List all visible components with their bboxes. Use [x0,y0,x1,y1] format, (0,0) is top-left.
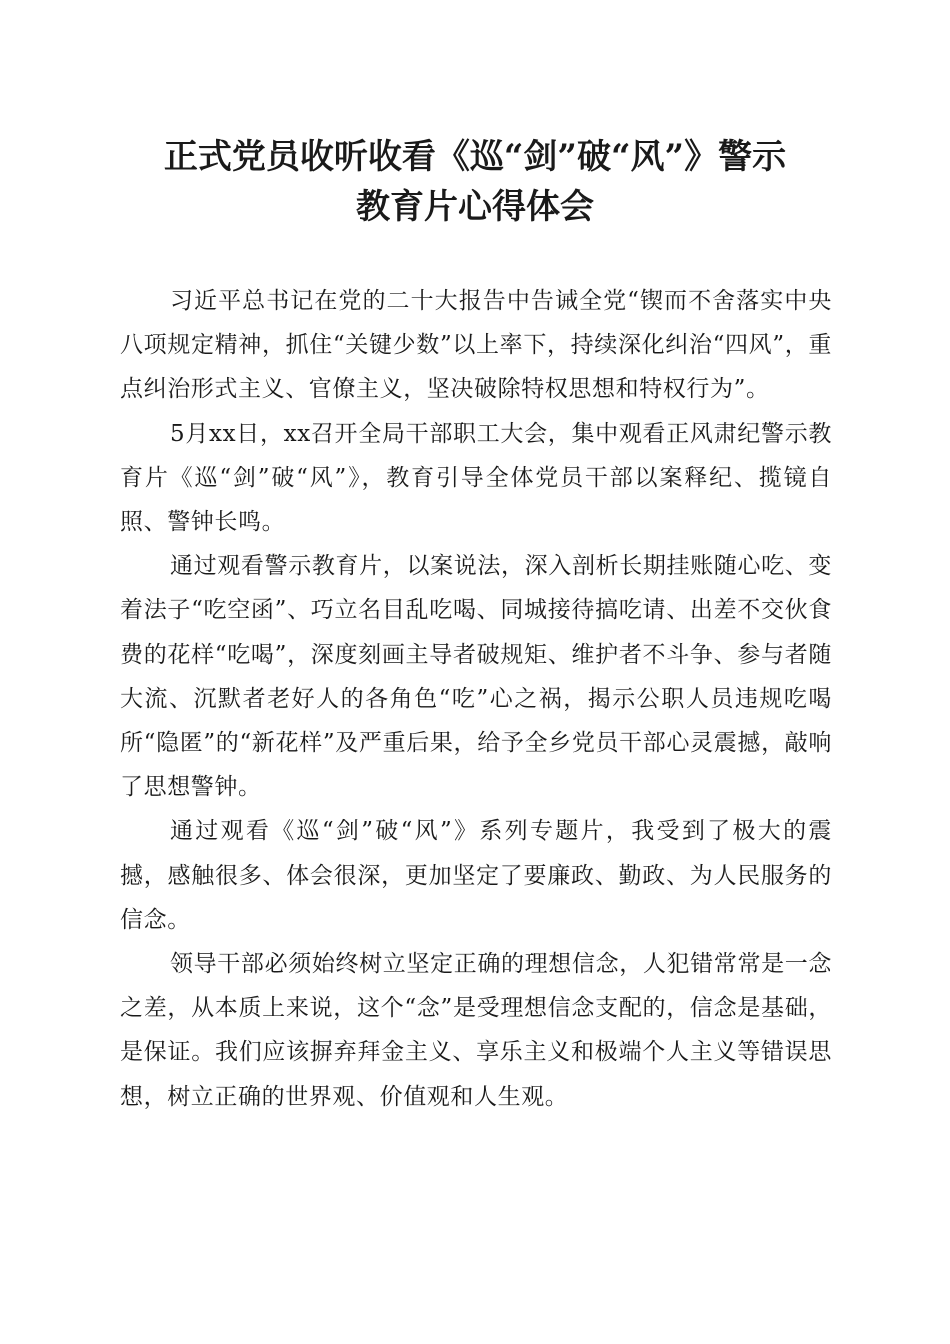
title-line-2: 教育片心得体会 [356,187,594,227]
paragraph: 5月xx日，xx召开全局干部职工大会，集中观看正风肃纪警示教育片《巡“剑”破“风”》，教育引导全体党员干部以案释纪、揽镜自照、警钟长鸣。 [120,420,832,536]
paragraph: 通过观看警示教育片，以案说法，深入剖析长期挂账随心吃、变着法子“吃空函”、巧立名目乱吃喝、同城接待搞吃请、出差不交伙食费的花样“吃喝”，深度刻画主导者破规矩、维护者不斗争、参与者随大流、沉默者老好人的各角色“吃”心之祸，揭示公职人员违规吃喝所“隐匿”的“新花样”及严重后果，给予全乡党员干部心灵震撼，敲响了思想警钟。 [120,553,832,801]
title-line-1: 正式党员收听收看《巡“剑”破“风”》警示 [163,137,787,177]
document-title [100,132,850,232]
paragraph: 习近平总书记在党的二十大报告中告诫全党“锲而不舍落实中央八项规定精神，抓住“关键少数”以上率下，持续深化纠治“四风”，重点纠治形式主义、官僚主义，坚决破除特权思想和特权行为”。 [120,288,832,403]
paragraph: 通过观看《巡“剑”破“风”》系列专题片，我受到了极大的震撼，感触很多、体会很深，更加坚定了要廉政、勤政、为人民服务的信念。 [120,818,832,933]
document-body [120,279,832,1119]
paragraph: 领导干部必须始终树立坚定正确的理想信念，人犯错常常是一念之差，从本质上来说，这个“念”是受理想信念支配的，信念是基础，是保证。我们应该摒弃拜金主义、享乐主义和极端个人主义等错误思想，树立正确的世界观、价值观和人生观。 [120,951,832,1110]
